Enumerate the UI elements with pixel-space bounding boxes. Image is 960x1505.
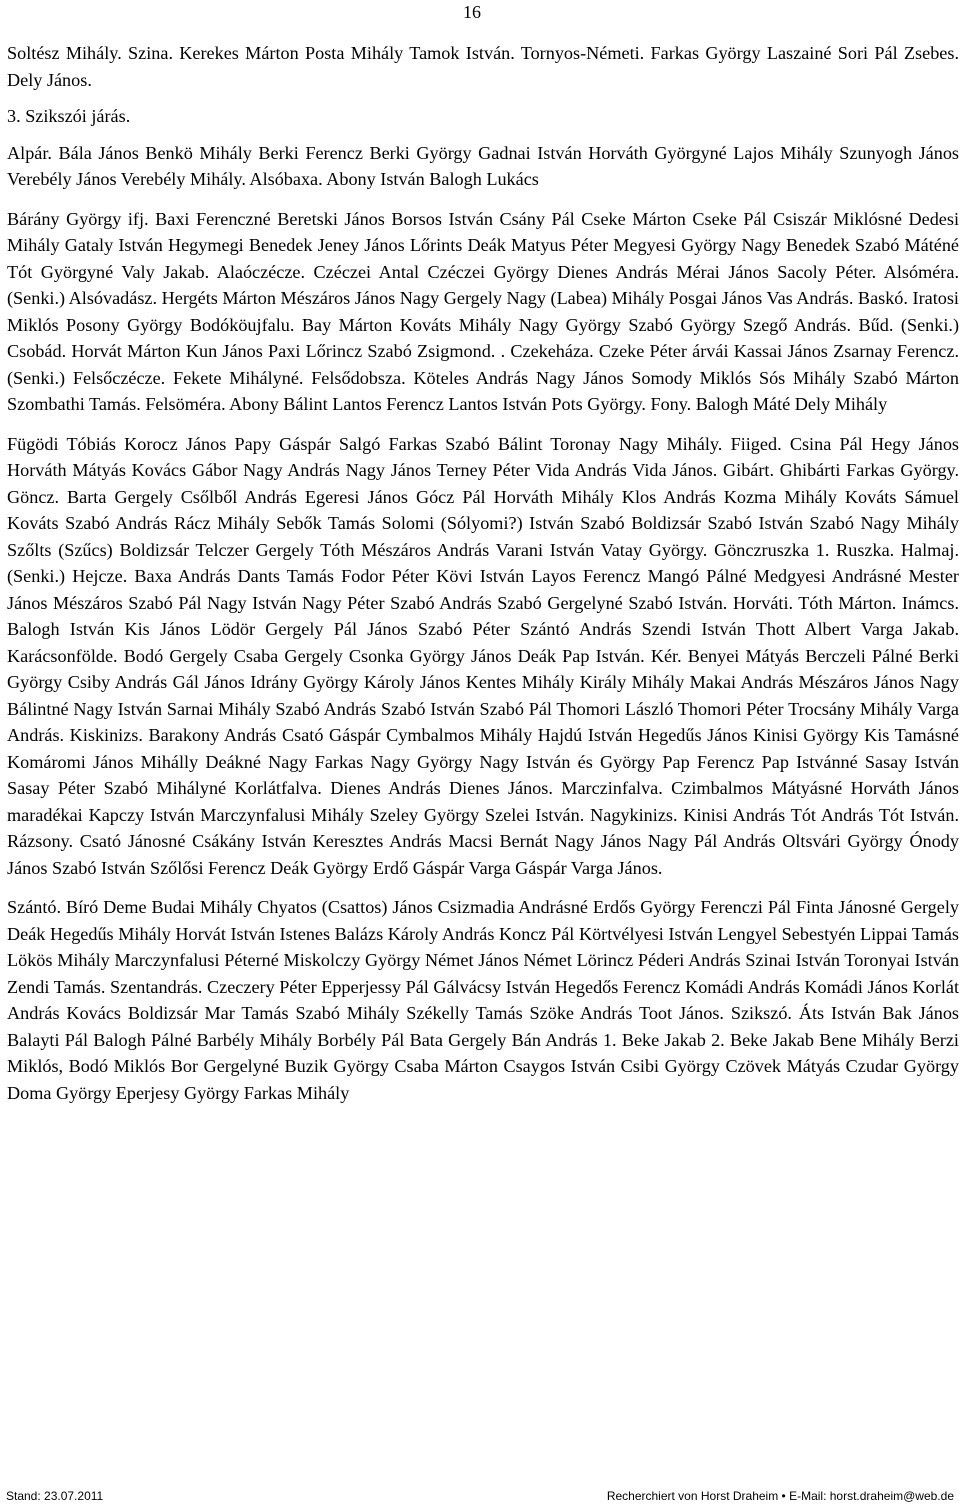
document-body <box>7 40 959 1106</box>
page-footer <box>0 1488 960 1505</box>
paragraph-2: Alpár. Bála János Benkö Mihály Berki Ferencz Berki György Gadnai István Horváth Györgyné Lajos Mihály Szunyogh János Verebély János Verebély Mihály. Alsóbaxa. Abony István Balogh Lukács <box>7 142 959 189</box>
page-number: 16 <box>463 2 481 22</box>
footer-date: Stand: 23.07.2011 <box>6 1489 104 1503</box>
paragraph-3: Bárány György ifj. Baxi Ferenczné Beretski János Borsos István Csány Pál Cseke Márton Cseke Pál Csiszár Miklósné Dedesi Mihály Gataly István Hegymegi Benedek Jeney János Lőrints Deák Matyus Péter Megyesi György Nagy Benedek Szabó Máténé Tót Györgyné Valy Jakab. Alaóczécze. Czéczei Antal Czéczei György Dienes András Mérai János Sacoly Péter. Alsóméra. (Senki.) Alsóvadász. Hergéts Márton Mészáros János Nagy Gergely Nagy (Labea) Mihály Posgai János Vas András. Baskó. Iratosi Miklós Posony György Bodóköujfalu. Bay Márton Kováts Mihály Nagy György Szabó György Szegő András. Bűd. (Senki.) Csobád. Horvát Márton Kun János Paxi Lőrincz Szabó Zsigmond. . Czekeháza. Czeke Péter árvái Kassai János Zsarnay Ferencz. (Senki.) Felsőczécze. Fekete Mihályné. Felsődobsza. Köteles András Nagy János Somody Miklós Sós Mihály Szabó Márton Szombathi Tamás. Felsöméra. Abony Bálint Lantos Ferencz Lantos István Pots György. Fony. Balogh Máté Dely Mihály <box>7 208 959 414</box>
footer-credit: Recherchiert von Horst Draheim • E-Mail: horst.draheim@web.de <box>606 1489 954 1503</box>
paragraph-4: Fügödi Tóbiás Korocz János Papy Gáspár Salgó Farkas Szabó Bálint Toronay Nagy Mihály. Fiiged. Csina Pál Hegy János Horváth Mátyás Kovács Gábor Nagy András Nagy János Terney Péter Vida András Vida János. Gibárt. Ghibárti Farkas György. Göncz. Barta Gergely Csőlből András Egeresi János Gócz Pál Horváth Mihály Klos András Kozma Mihály Kováts Sámuel Kováts Szabó András Rácz Mihály Sebők Tamás Solomi (Sólyomi?) István Szabó Boldizsár Szabó István Szabó Nagy Mihály Szőlts (Szűcs) Boldizsár Telczer Gergely Tóth Mészáros András Varani István Vatay György. Gönczruszka 1. Ruszka. Halmaj. (Senki.) Hejcze. Baxa András Dants Tamás Fodor Péter Kövi István Layos Ferencz Mangó Pálné Medgyesi Andrásné Mester János Mészáros Szabó Pál Nagy István Nagy Péter Szabó András Szabó Gergelyné Szabó István. Horváti. Tóth Márton. Inámcs. Balogh István Kis János Lödör Gergely Pál János Szabó Péter Szántó András Szendi István Thott Albert Varga Jakab. Karácsonfölde. Bodó Gergely Csaba Gergely Csonka György János Deák Pap István. Kér. Benyei Mátyás Berczeli Pálné Berki György Csiby András Gál János Idrány György Károly János Kentes Mihály Király Mihály Makai András Mészáros János Nagy Bálintné Nagy István Sarnai Mihály Szabó András Szabó István Szabó Pál Thomori László Thomori Péter Trocsány Mihály Varga András. Kiskinizs. Barakony András Csató Gáspár Cymbalmos Mihály Hajdú István Hegedűs János Kinisi György Kis Tamásné Komáromi János Mihálly Deákné Nagy Farkas Nagy György Nagy István és György Pap Ferencz Pap Istvánné Sasay István Sasay Péter Szabó Mihályné Korlátfalva. Dienes András Dienes János. Marczinfalva. Czimbalmos Mátyásné Horváth János maradékai Kapczy István Marczynfalusi Mihály Szeley György Szelei István. Nagykinizs. Kinisi András Tót András Tót István. Rázsony. Csató Jánosné Csákány István Keresztes András Macsi Bernát Nagy János Nagy Pál András Oltsvári György Ónody János Szabó István Szőlősi Ferencz Deák György Erdő Gáspár Varga Gáspár Varga János. <box>7 433 959 878</box>
paragraph-5: Szántó. Bíró Deme Budai Mihály Chyatos (Csattos) János Csizmadia Andrásné Erdős György Ferenczi Pál Finta Jánosné Gergely Deák Hegedűs Mihály Horvát István Istenes Balázs Károly András Koncz Pál Körtvélyesi István Lengyel Sebestyén Lippai Tamás Lökös Mihály Marczynfalusi Péterné Miskolczy György Német János Német Lörincz Péderi András Szinai István Toronyai István Zendi Tamás. Szentandrás. Czeczery Péter Epperjessy Pál Gálvácsy István Hegedős Ferencz Komádi András Komádi János Korlát András Kovács Boldizsár Mar Tamás Szabó Mihály Székelly Tamás Szöke András Toot János. Szikszó. Áts István Bak János Balayti Pál Balogh Pálné Barbély Mihály Borbély Pál Bata Gergely Bán András 1. Beke Jakab 2. Beke Jakab Bene Mihály Berzi Miklós, Bodó Miklós Bor Gergelyné Buzik György Csaba Márton Csaygos István Csibi György Czövek Mátyás Czudar György Doma György Eperjesy György Farkas Mihály <box>7 897 959 1103</box>
paragraph-1: Soltész Mihály. Szina. Kerekes Márton Posta Mihály Tamok István. Tornyos-Németi. Farkas György Laszainé Sori Pál Zsebes. Dely János. <box>7 43 959 90</box>
section-heading: 3. Szikszói járás. <box>7 106 131 126</box>
